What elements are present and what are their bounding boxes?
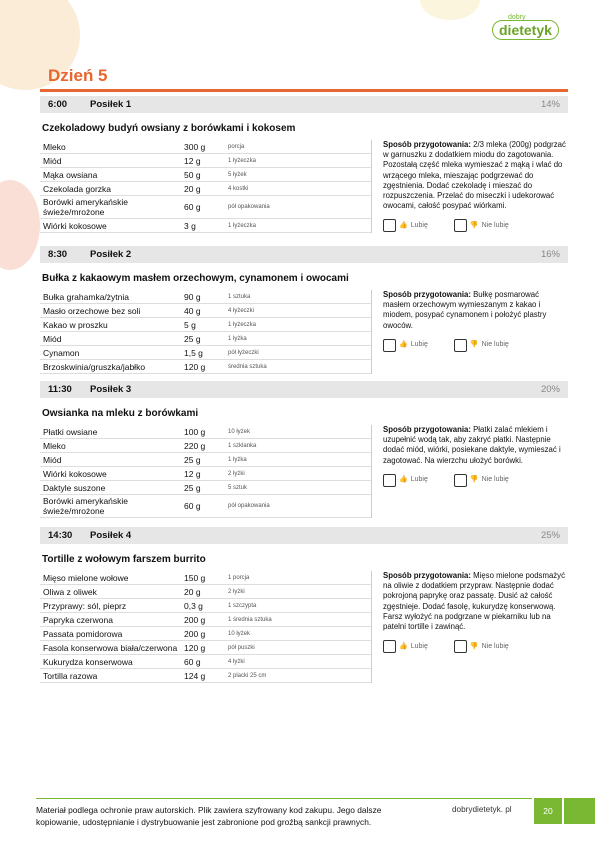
ingredient-unit: pół puszki <box>228 644 255 651</box>
ingredient-row <box>40 627 371 641</box>
ingredient-row <box>40 599 371 613</box>
preparation <box>383 571 568 653</box>
ingredient-row <box>40 219 371 233</box>
ingredient-name: Miód <box>43 454 62 465</box>
ingredient-table <box>40 290 372 374</box>
dislike-label: Nie lubię <box>481 476 509 484</box>
ingredient-qty: 60 g <box>184 501 201 511</box>
prep-text: Płatki zalać mlekiem i uzupełnić wodą tak, aby zakryć płatki. Następnie dodać miód, wiórki, posiekane daktyle, wymieszać i zagotować. Na wierzchu ułożyć borówki. <box>383 425 561 465</box>
thumb-down-icon: 👎 <box>469 642 479 650</box>
ingredient-row <box>40 360 371 374</box>
meal-percent: 14% <box>540 99 560 110</box>
ingredient-qty: 90 g <box>184 291 201 302</box>
dislike-button[interactable] <box>454 339 509 352</box>
prep-label: Sposób przygotowania: <box>383 290 471 299</box>
ingredient-name: Mleko <box>43 141 66 152</box>
dislike-label: Nie lubię <box>481 642 509 650</box>
ingredient-name: Przyprawy: sól, pieprz <box>43 600 127 611</box>
fruit-decoration <box>0 180 40 270</box>
ingredient-qty: 60 g <box>184 656 201 667</box>
ingredient-qty: 200 g <box>184 628 206 639</box>
ingredient-name: Płatki owsiane <box>43 426 98 437</box>
ingredient-row <box>40 154 371 168</box>
ingredient-name: Daktyle suszone <box>43 482 106 493</box>
like-button[interactable] <box>383 219 428 232</box>
ingredient-unit: 1 szklanka <box>228 442 257 449</box>
thumb-up-icon: 👍 <box>399 341 408 349</box>
ingredient-row <box>40 467 371 481</box>
ingredient-qty: 12 g <box>184 155 201 166</box>
ingredient-qty: 25 g <box>184 482 201 493</box>
thumb-down-icon: 👎 <box>469 221 479 229</box>
ingredient-unit: 2 placki 25 cm <box>228 672 267 679</box>
like-label: Lubię <box>410 476 428 484</box>
meal-name: Posiłek 1 <box>90 99 132 110</box>
recipe-title: Bułka z kakaowym masłem orzechowym, cynamonem i owocami <box>42 273 349 284</box>
prep-text: 2/3 mleka (200g) podgrzać w garnuszku z dodatkiem miodu do zagotowania. Pozostałą część mleka wymieszać z mąką i wlać do wrzącego mleka, mieszając podgrzewać do zgęstnienia. Dodać czekoladę i mieszać do rozpuszczenia. Przelać do miseczki i udekorować owocami, całość posypać wiórkami. <box>383 140 566 211</box>
ingredient-qty: 120 g <box>184 361 206 372</box>
meal-section <box>40 246 568 374</box>
ingredient-name: Oliwa z oliwek <box>43 586 97 597</box>
ingredient-unit: 5 łyżek <box>228 171 247 178</box>
ingredient-unit: 2 łyżki <box>228 588 245 595</box>
ingredient-row <box>40 571 371 585</box>
footer <box>0 798 595 838</box>
dislike-checkbox[interactable] <box>454 219 467 232</box>
ingredient-row <box>40 585 371 599</box>
ingredient-name: Mięso mielone wołowe <box>43 572 129 583</box>
day-title: Dzień 5 <box>48 66 108 85</box>
ingredient-qty: 12 g <box>184 468 201 479</box>
meal-percent: 20% <box>540 384 560 395</box>
meal-section <box>40 96 568 233</box>
ingredient-unit: porcja <box>228 143 245 150</box>
ingredient-row <box>40 332 371 346</box>
dislike-button[interactable] <box>454 640 509 653</box>
ingredient-qty: 50 g <box>184 169 201 180</box>
thumb-up-icon: 👍 <box>399 476 408 484</box>
ingredient-qty: 25 g <box>184 333 201 344</box>
ingredient-row <box>40 196 371 219</box>
thumb-up-icon: 👍 <box>399 642 408 650</box>
ingredient-unit: pół opakowania <box>228 204 270 210</box>
ingredient-name: Passata pomidorowa <box>43 628 123 639</box>
dislike-button[interactable] <box>454 474 509 487</box>
ingredient-name: Wiórki kokosowe <box>43 468 107 479</box>
brand-big: dietetyk <box>492 20 559 40</box>
meal-header <box>40 527 568 544</box>
ingredient-unit: pół opakowania <box>228 503 270 509</box>
ingredient-row <box>40 168 371 182</box>
divider <box>40 89 568 92</box>
ingredient-unit: 4 łyżeczki <box>228 307 255 314</box>
ingredient-qty: 124 g <box>184 670 206 681</box>
meal-name: Posiłek 2 <box>90 249 132 260</box>
ingredient-qty: 120 g <box>184 642 206 653</box>
meal-header <box>40 246 568 263</box>
recipe-title: Czekoladowy budyń owsiany z borówkami i kokosem <box>42 123 296 134</box>
ingredient-row <box>40 346 371 360</box>
like-button[interactable] <box>383 474 428 487</box>
ingredient-qty: 220 g <box>184 440 206 451</box>
ingredient-row <box>40 318 371 332</box>
ingredient-unit: 1 szczypta <box>228 602 257 609</box>
thumb-down-icon: 👎 <box>469 476 479 484</box>
like-label: Lubię <box>410 221 428 229</box>
page-number: 20 <box>534 798 562 824</box>
like-button[interactable] <box>383 640 428 653</box>
meal-header <box>40 96 568 113</box>
ingredient-row <box>40 613 371 627</box>
fruit-decoration <box>420 0 480 20</box>
like-checkbox[interactable] <box>383 640 396 653</box>
ingredient-name: Kukurydza konserwowa <box>43 656 133 667</box>
ingredient-unit: 10 łyżek <box>228 630 251 637</box>
ingredient-qty: 25 g <box>184 454 201 465</box>
ingredient-unit: 4 kostki <box>228 185 249 192</box>
meal-percent: 25% <box>540 530 560 541</box>
ingredient-qty: 3 g <box>184 220 196 231</box>
ingredient-name: Miód <box>43 155 62 166</box>
ingredient-unit: 1 łyżeczka <box>228 321 257 328</box>
prep-label: Sposób przygotowania: <box>383 140 471 149</box>
copyright-text: Materiał podlega ochronie praw autorskich. Plik zawiera szyfrowany kod zakupu. Jego dalsze kopiowanie, udostępnianie i dystrybuowanie jest zabronione pod groźbą sankcji prawnych. <box>36 805 382 827</box>
thumb-down-icon: 👎 <box>469 341 479 349</box>
ingredient-row <box>40 453 371 467</box>
dislike-checkbox[interactable] <box>454 339 467 352</box>
ingredient-name: Cynamon <box>43 347 80 358</box>
preparation <box>383 290 568 352</box>
ingredient-row <box>40 425 371 439</box>
ingredient-name: Borówki amerykańskie świeże/mrożone <box>43 496 129 516</box>
ingredient-row <box>40 481 371 495</box>
ingredient-qty: 0,3 g <box>184 600 203 611</box>
ingredient-qty: 1,5 g <box>184 347 203 358</box>
meal-header <box>40 381 568 398</box>
ingredient-name: Wiórki kokosowe <box>43 220 107 231</box>
like-button[interactable] <box>383 339 428 352</box>
ingredient-name: Bułka grahamka/żytnia <box>43 291 129 302</box>
dislike-button[interactable] <box>454 219 509 232</box>
dislike-label: Nie lubię <box>481 341 509 349</box>
ingredient-row <box>40 669 371 683</box>
ingredient-unit: 2 łyżki <box>228 470 245 477</box>
ingredient-qty: 20 g <box>184 183 201 194</box>
meal-name: Posiłek 4 <box>90 530 132 541</box>
ingredient-name: Fasola konserwowa biała/czerwona <box>43 642 178 653</box>
ingredient-name: Miód <box>43 333 62 344</box>
ingredient-unit: 1 łyżka <box>228 456 247 463</box>
like-checkbox[interactable] <box>383 339 396 352</box>
meal-time: 11:30 <box>48 384 72 395</box>
ingredient-qty: 20 g <box>184 586 201 597</box>
ingredient-row <box>40 495 371 518</box>
meal-section <box>40 527 568 683</box>
recipe-title: Owsianka na mleku z borówkami <box>42 408 199 419</box>
ingredient-qty: 200 g <box>184 614 206 625</box>
preparation <box>383 140 568 232</box>
ingredient-unit: 1 porcja <box>228 574 250 581</box>
ingredient-qty: 150 g <box>184 572 206 583</box>
meal-percent: 16% <box>540 249 560 260</box>
like-label: Lubię <box>410 642 428 650</box>
ingredient-name: Papryka czerwona <box>43 614 113 625</box>
site-link[interactable]: dobrydietetyk. pl <box>452 805 512 814</box>
ingredient-name: Borówki amerykańskie świeże/mrożone <box>43 197 129 217</box>
ingredient-unit: 10 łyżek <box>228 428 251 435</box>
ingredient-unit: 5 sztuk <box>228 484 248 491</box>
like-checkbox[interactable] <box>383 474 396 487</box>
ingredient-qty: 60 g <box>184 202 201 212</box>
dislike-checkbox[interactable] <box>454 474 467 487</box>
page-tab <box>564 798 595 824</box>
ingredient-name: Kakao w proszku <box>43 319 108 330</box>
ingredient-row <box>40 655 371 669</box>
meal-time: 14:30 <box>48 530 73 541</box>
preparation <box>383 425 568 487</box>
brand-logo <box>486 14 556 50</box>
meal-time: 8:30 <box>48 249 68 260</box>
ingredient-table <box>40 425 372 518</box>
like-checkbox[interactable] <box>383 219 396 232</box>
prep-text: Bułkę posmarować masłem orzechowym wymieszanym z kakao i miodem, posypać cynamonem i położyć plastry owoców. <box>383 290 547 330</box>
ingredient-name: Mąka owsiana <box>43 169 98 180</box>
prep-text: Mięso mielone podsmażyć na oliwie z dodatkiem przypraw. Następnie dodać pokrojoną paprykę oraz passatę. Dusić aż całość zgęstnieje. Dodać fasolę, kukurydzę konserwową. Farsz wyłożyć na podgrzane w piekarniku lub na patelni tortille i zawinąć. <box>383 571 565 632</box>
prep-label: Sposób przygotowania: <box>383 425 471 434</box>
meal-name: Posiłek 3 <box>90 384 132 395</box>
ingredient-row <box>40 439 371 453</box>
ingredient-unit: pół łyżeczki <box>228 349 259 356</box>
ingredient-qty: 5 g <box>184 319 196 330</box>
ingredient-row <box>40 140 371 154</box>
ingredient-table <box>40 571 372 683</box>
ingredient-unit: 1 łyżeczka <box>228 157 257 164</box>
ingredient-qty: 100 g <box>184 426 206 437</box>
ingredient-name: Mleko <box>43 440 66 451</box>
ingredient-name: Tortilla razowa <box>43 670 98 681</box>
ingredient-unit: 4 łyżki <box>228 658 245 665</box>
like-label: Lubię <box>410 341 428 349</box>
ingredient-row <box>40 290 371 304</box>
prep-label: Sposób przygotowania: <box>383 571 471 580</box>
dislike-checkbox[interactable] <box>454 640 467 653</box>
ingredient-row <box>40 304 371 318</box>
ingredient-name: Czekolada gorzka <box>43 183 112 194</box>
ingredient-qty: 300 g <box>184 141 206 152</box>
ingredient-name: Brzoskwinia/gruszka/jabłko <box>43 361 146 372</box>
ingredient-row <box>40 641 371 655</box>
ingredient-name: Masło orzechowe bez soli <box>43 305 141 316</box>
ingredient-unit: 1 średnia sztuka <box>228 616 272 623</box>
thumb-up-icon: 👍 <box>399 221 408 229</box>
dislike-label: Nie lubię <box>481 221 509 229</box>
meal-time: 6:00 <box>48 99 68 110</box>
meal-section <box>40 381 568 518</box>
ingredient-unit: 1 łyżeczka <box>228 222 257 229</box>
ingredient-qty: 40 g <box>184 305 201 316</box>
ingredient-unit: 1 łyżka <box>228 335 247 342</box>
footer-line <box>36 798 532 799</box>
ingredient-unit: 1 sztuka <box>228 293 251 300</box>
ingredient-unit: średnia sztuka <box>228 363 267 370</box>
recipe-title: Tortille z wołowym farszem burrito <box>42 554 206 565</box>
ingredient-row <box>40 182 371 196</box>
brand-small: dobry <box>508 14 526 21</box>
ingredient-table <box>40 140 372 233</box>
